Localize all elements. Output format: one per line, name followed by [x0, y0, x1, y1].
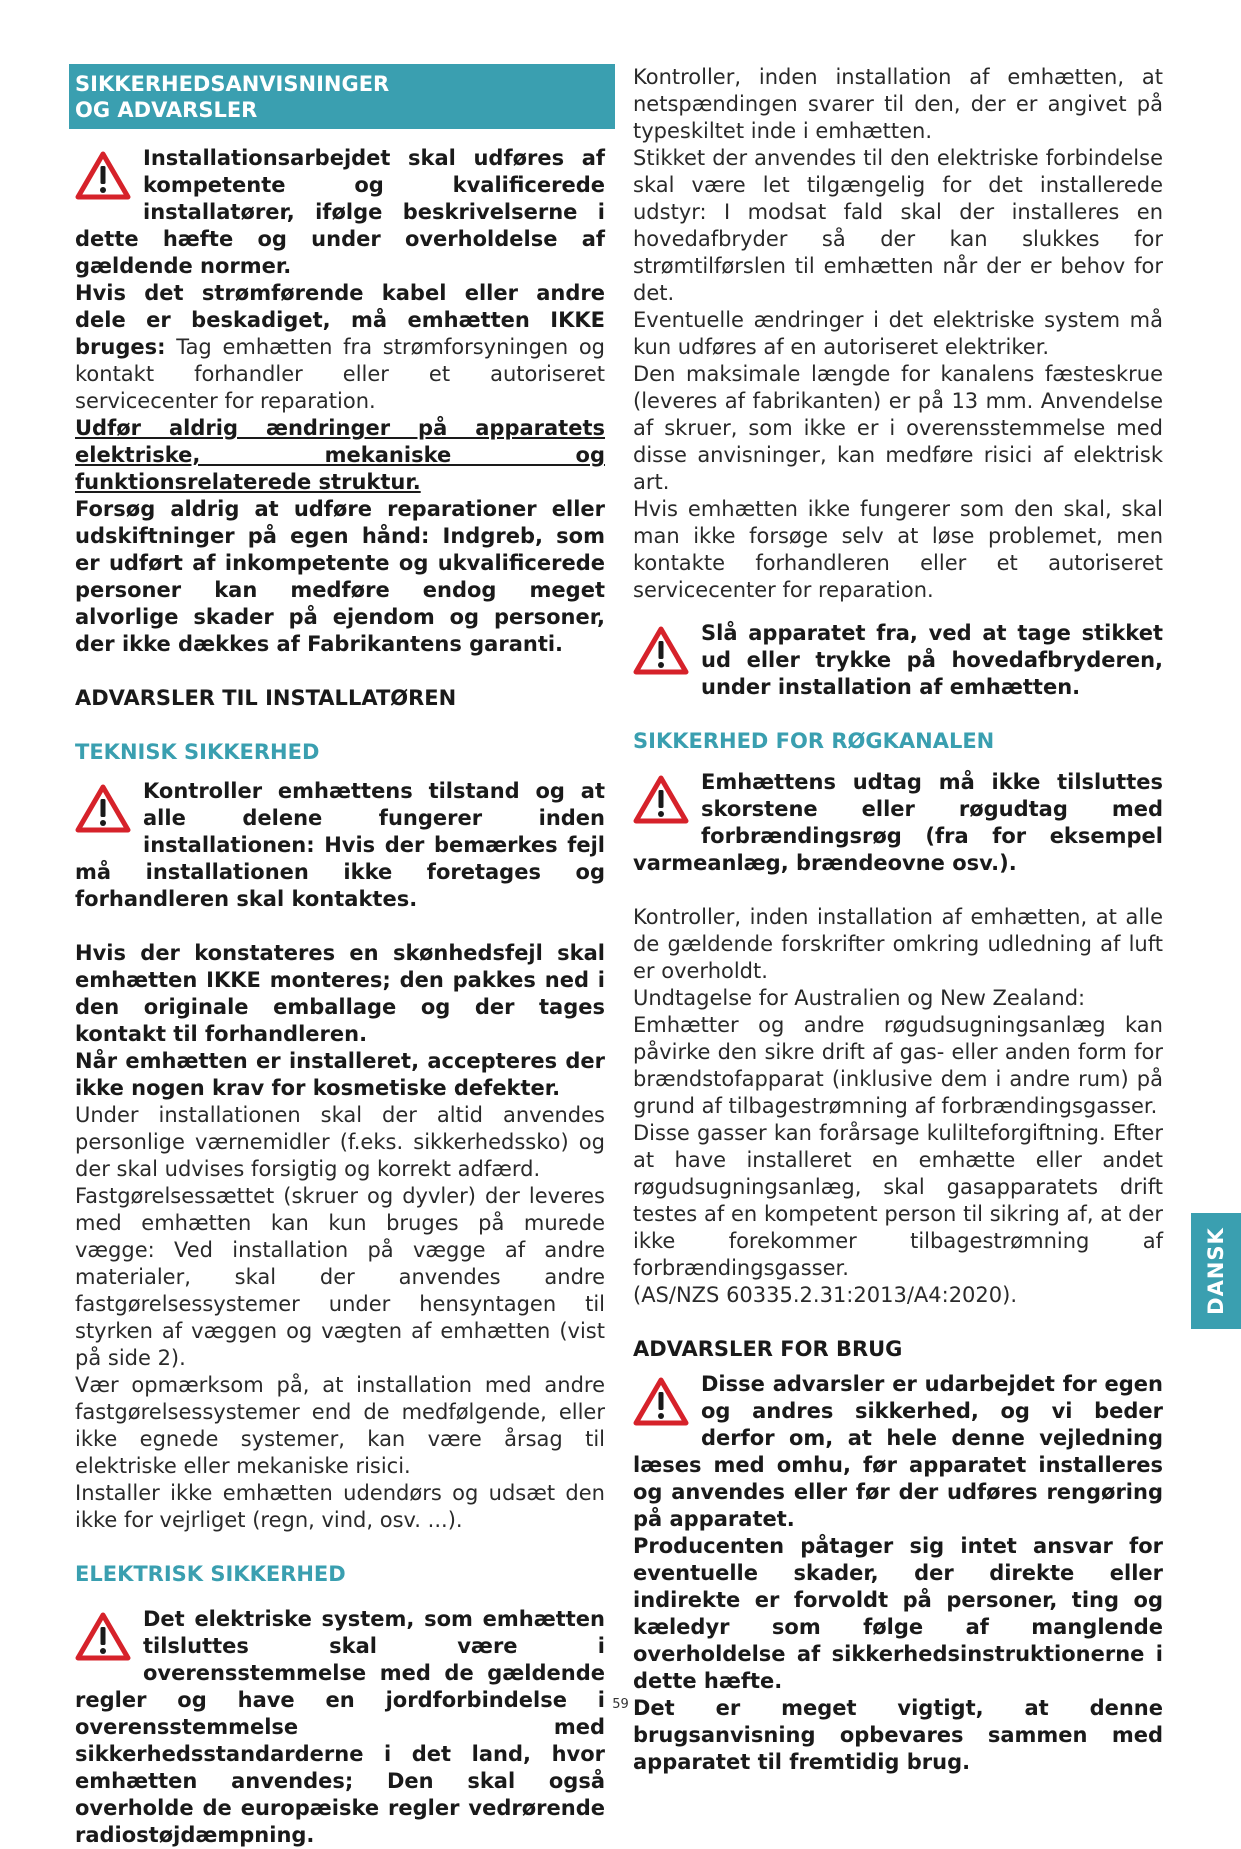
language-tab-label: DANSK — [1204, 1227, 1229, 1315]
paragraph: Kontroller, inden installation af emhætten, at netspændingen svarer til den, der er angivet på typeskiltet inde i emhætten. — [633, 65, 1163, 143]
warning-block — [75, 778, 605, 913]
banner-line-1: SIKKERHEDSANVISNINGER — [75, 72, 390, 96]
paragraph: Fastgørelsessættet (skruer og dyvler) der leveres med emhætten kan kun bruges på murede vægge: Ved installation på vægge af andre materialer, skal der anvendes andre fastgørelsessystemer under hensyntagen til styrken af væggen og vægten af emhætten (vist på side 2). — [75, 1184, 605, 1370]
left-column — [75, 64, 605, 1849]
paragraph: Eventuelle ændringer i det elektriske system må kun udføres af en autoriseret elektriker. — [633, 308, 1163, 359]
warning-text: Emhættens udtag må ikke tilsluttes skorstene eller røgudtag med forbrændingsrøg (fra for eksempel varmeanlæg, brændeovne osv.). — [633, 770, 1163, 875]
warning-block — [633, 1371, 1163, 1533]
warning-triangle-icon — [75, 1612, 131, 1662]
paragraph: Disse gasser kan forårsage kulilteforgiftning. Efter at have installeret en emhætte eller andet røgudsugningsanlæg, skal gasapparatets drift testes af en kompetent person til sikring af, at der ikke forekommer tilbagestrømning af forbrændingsgasser. — [633, 1121, 1163, 1280]
paragraph: Den maksimale længde for kanalens fæsteskrue (leveres af fabrikanten) er på 13 mm. Anvendelse af skruer, som ikke er i overensstemmelse med disse anvisninger, kan medføre risici af elektrisk art. — [633, 362, 1163, 494]
warning-triangle-icon — [633, 626, 689, 676]
warning-text: Kontroller emhættens tilstand og at alle delene fungerer inden installationen: Hvis der bemærkes fejl må installationen ikke foretages og forhandleren skal kontaktes. — [75, 779, 605, 911]
paragraph: Emhætter og andre røgudsugningsanlæg kan påvirke den sikre drift af gas- eller anden form for brændstofapparat (inklusive dem i andre rum) på grund af tilbagestrømning af forbrændingsgasser. — [633, 1013, 1163, 1118]
section-heading: ADVARSLER FOR BRUG — [633, 1337, 903, 1361]
warning-text: Disse advarsler er udarbejdet for egen og andres sikkerhed, og vi beder derfor om, at hele denne vejledning læses med omhu, før apparatet installeres og anvendes eller før der udføres rengøring på apparatet. — [633, 1372, 1163, 1531]
warning-block — [75, 1606, 605, 1849]
warning-triangle-icon — [633, 1377, 689, 1427]
paragraph: Producenten påtager sig intet ansvar for eventuelle skader, der direkte eller indirekte er forvoldt på personer, ting og kæledyr som følge af manglende overholdelse af sikkerhedsinstruktionerne i dette hæfte. — [633, 1534, 1163, 1693]
section-banner — [69, 64, 615, 129]
page-number: 59 — [612, 1697, 629, 1712]
paragraph: Kontroller, inden installation af emhætten, at alle de gældende forskrifter omkring udledning af luft er overholdt. — [633, 905, 1163, 983]
paragraph: (AS/NZS 60335.2.31:2013/A4:2020). — [633, 1283, 1018, 1307]
paragraph: Hvis emhætten ikke fungerer som den skal, skal man ikke forsøge selv at løse problemet, men kontakte forhandleren eller et autoriseret servicecenter for reparation. — [633, 497, 1163, 602]
warning-block — [75, 145, 605, 280]
paragraph: Det er meget vigtigt, at denne brugsanvisning opbevares sammen med apparatet til fremtidig brug. — [633, 1696, 1163, 1774]
paragraph: Stikket der anvendes til den elektriske forbindelse skal være let tilgængelig for det installerede udstyr: I modsat fald skal der installeres en hovedafbryder så der kan slukkes for strømtilførslen til emhætten når der er behov for det. — [633, 146, 1163, 305]
warning-text: Slå apparatet fra, ved at tage stikket ud eller trykke på hovedafbryderen, under installation af emhætten. — [701, 621, 1163, 699]
section-heading: TEKNISK SIKKERHED — [75, 740, 320, 764]
paragraph: Når emhætten er installeret, accepteres der ikke nogen krav for kosmetiske defekter. — [75, 1049, 605, 1100]
paragraph: Vær opmærksom på, at installation med andre fastgørelsessystemer end de medfølgende, eller ikke egnede systemer, kan være årsag til elektriske eller mekaniske risici. — [75, 1373, 605, 1478]
paragraph: Udfør aldrig ændringer på apparatets elektriske, mekaniske og funktionsrelaterede struktur. — [75, 416, 605, 494]
paragraph-bold: Hvis det strømførende kabel eller andre dele er beskadiget, må emhætten IKKE bruges: — [75, 281, 605, 359]
paragraph-light: Tag emhætten fra strømforsyningen og kontakt forhandler eller et autoriseret servicecenter for reparation. — [75, 335, 605, 413]
right-column — [633, 64, 1163, 1776]
warning-block — [633, 769, 1163, 877]
warning-block — [633, 620, 1163, 701]
paragraph: Installer ikke emhætten udendørs og udsæt den ikke for vejrliget (regn, vind, osv. ...). — [75, 1481, 605, 1532]
warning-text: Installationsarbejdet skal udføres af kompetente og kvalificerede installatører, ifølge beskrivelserne i dette hæfte og under overholdelse af gældende normer. — [75, 146, 605, 278]
banner-line-2: OG ADVARSLER — [75, 98, 258, 122]
warning-triangle-icon — [75, 151, 131, 201]
section-heading: ELEKTRISK SIKKERHED — [75, 1562, 346, 1586]
paragraph: Undtagelse for Australien og New Zealand: — [633, 986, 1086, 1010]
language-tab — [1191, 1213, 1241, 1329]
warning-triangle-icon — [75, 784, 131, 834]
warning-triangle-icon — [633, 775, 689, 825]
warning-text: Det elektriske system, som emhætten tilsluttes skal være i overensstemmelse med de gældende regler og have en jordforbindelse i overensstemmelse med sikkerhedsstandarderne i det land, hvor emhætten anvendes; Den skal også overholde de europæiske regler vedrørende radiostøjdæmpning. — [75, 1607, 605, 1847]
paragraph: Under installationen skal der altid anvendes personlige værnemidler (f.eks. sikkerhedssko) og der skal udvises forsigtig og korrekt adfærd. — [75, 1103, 605, 1181]
paragraph: Hvis der konstateres en skønhedsfejl skal emhætten IKKE monteres; den pakkes ned i den originale emballage og der tages kontakt til forhandleren. — [75, 941, 605, 1046]
section-heading: ADVARSLER TIL INSTALLATØREN — [75, 686, 457, 710]
section-heading: SIKKERHED FOR RØGKANALEN — [633, 729, 995, 753]
paragraph — [75, 280, 605, 415]
paragraph: Forsøg aldrig at udføre reparationer eller udskiftninger på egen hånd: Indgreb, som er udført af inkompetente og ukvalificerede personer kan medføre endog meget alvorlige skader på ejendom og personer, der ikke dækkes af Fabrikantens garanti. — [75, 497, 605, 656]
